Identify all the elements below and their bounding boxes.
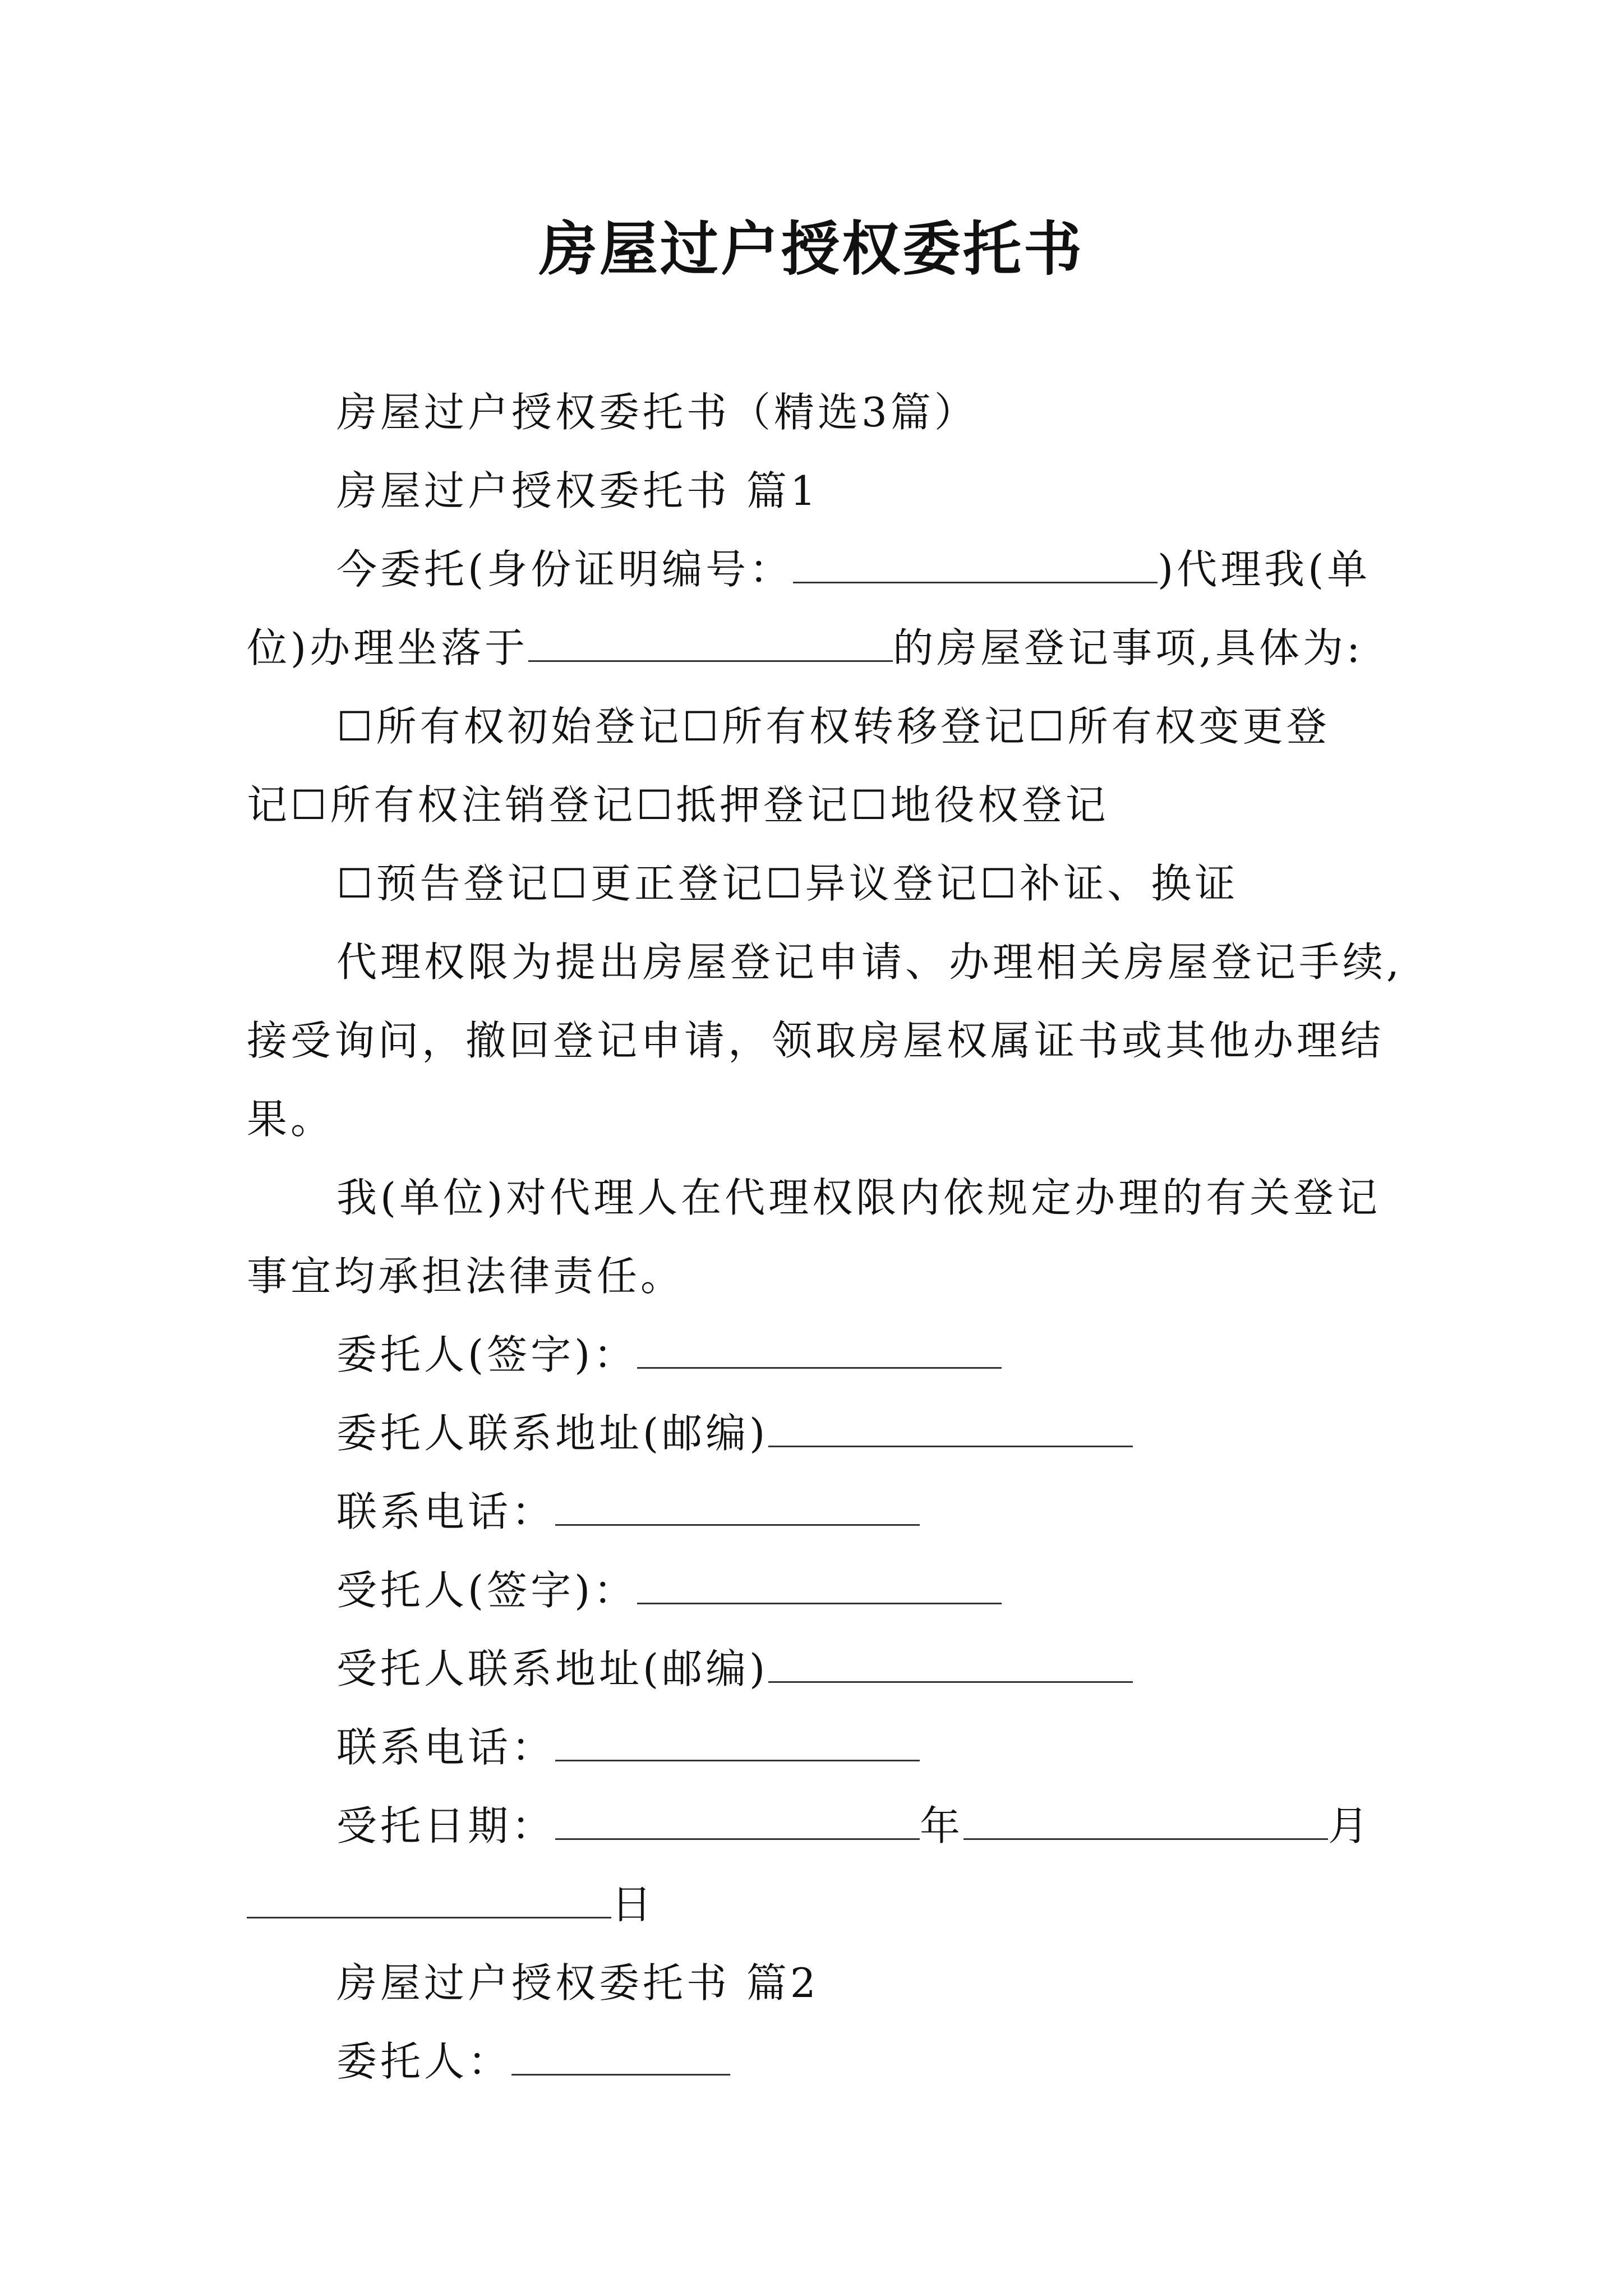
field-line [336,1646,1133,1691]
text-run: 月 [1328,1802,1372,1849]
phone-blank [555,1490,920,1526]
text-run: )代理我(单 [1158,546,1371,593]
text-run: 记☐所有权注销登记☐抵押登记☐地役权登记 [247,781,1109,829]
checkbox-line [336,704,1330,749]
paragraph-line [247,1018,1384,1063]
field-line [336,1489,920,1534]
text-run: 今委托(身份证明编号： [336,546,794,593]
paragraph-line [336,547,1371,592]
paragraph-line [247,1097,334,1142]
section-heading-2 [336,1961,819,2005]
field-line [336,1332,1002,1377]
field-line [336,1568,1002,1613]
document-title: 房屋过户授权委托书 [538,214,1084,283]
id-number-blank [793,548,1158,583]
text-run: 年 [920,1802,964,1849]
paragraph-line [336,940,1403,984]
signature-blank [637,1333,1002,1369]
text-run: ☐所有权初始登记☐所有权转移登记☐所有权变更登 [336,703,1330,750]
subtitle-line [336,390,978,435]
address-blank [768,1412,1133,1447]
text-run: 房屋过户授权委托书 篇2 [336,1959,819,2007]
field-line [336,1411,1133,1456]
section-heading-1 [336,468,819,513]
year-blank [555,1805,920,1840]
signature-blank [637,1569,1002,1604]
text-run: 接受询问，撤回登记申请，领取房屋权属证书或其他办理结 [247,1017,1385,1064]
text-run: 事宜均承担法律责任。 [247,1253,685,1300]
text-run: 位)办理坐落于 [247,624,529,671]
field-label: 委托人： [336,2038,512,2085]
field-label: 委托人(签字)： [336,1331,638,1378]
principal-blank [511,2040,730,2076]
date-line [247,1882,655,1927]
phone-blank [555,1726,920,1761]
field-line [336,1725,920,1770]
field-label: 委托人联系地址(邮编) [336,1410,769,1457]
field-label: 受托日期： [336,1802,556,1849]
paragraph-line [247,1254,684,1299]
text-run: 我(单位)对代理人在代理权限内依规定办理的有关登记 [336,1174,1381,1221]
text-run: 的房屋登记事项,具体为: [893,624,1364,671]
field-label: 联系电话： [336,1488,556,1535]
checkbox-line [247,783,1109,827]
text-run: 房屋过户授权委托书 篇1 [336,467,819,514]
text-run: ☐预告登记☐更正登记☐异议登记☐补证、换证 [336,860,1239,907]
checkbox-line [336,861,1238,906]
field-label: 联系电话： [336,1724,556,1771]
month-blank [963,1805,1328,1840]
text-run: 果。 [247,1096,335,1143]
text-run: 房屋过户授权委托书（精选3篇） [336,389,978,436]
field-label: 受托人(签字)： [336,1567,638,1614]
field-label: 受托人联系地址(邮编) [336,1645,769,1692]
paragraph-line [247,625,1363,670]
address-blank [768,1648,1133,1683]
location-blank [528,627,893,662]
field-line [336,2039,730,2084]
text-run: 日 [611,1881,656,1928]
paragraph-line [336,1175,1381,1220]
date-line [336,1803,1372,1848]
day-blank [247,1883,611,1918]
text-run: 代理权限为提出房屋登记申请、办理相关房屋登记手续, [336,938,1403,986]
